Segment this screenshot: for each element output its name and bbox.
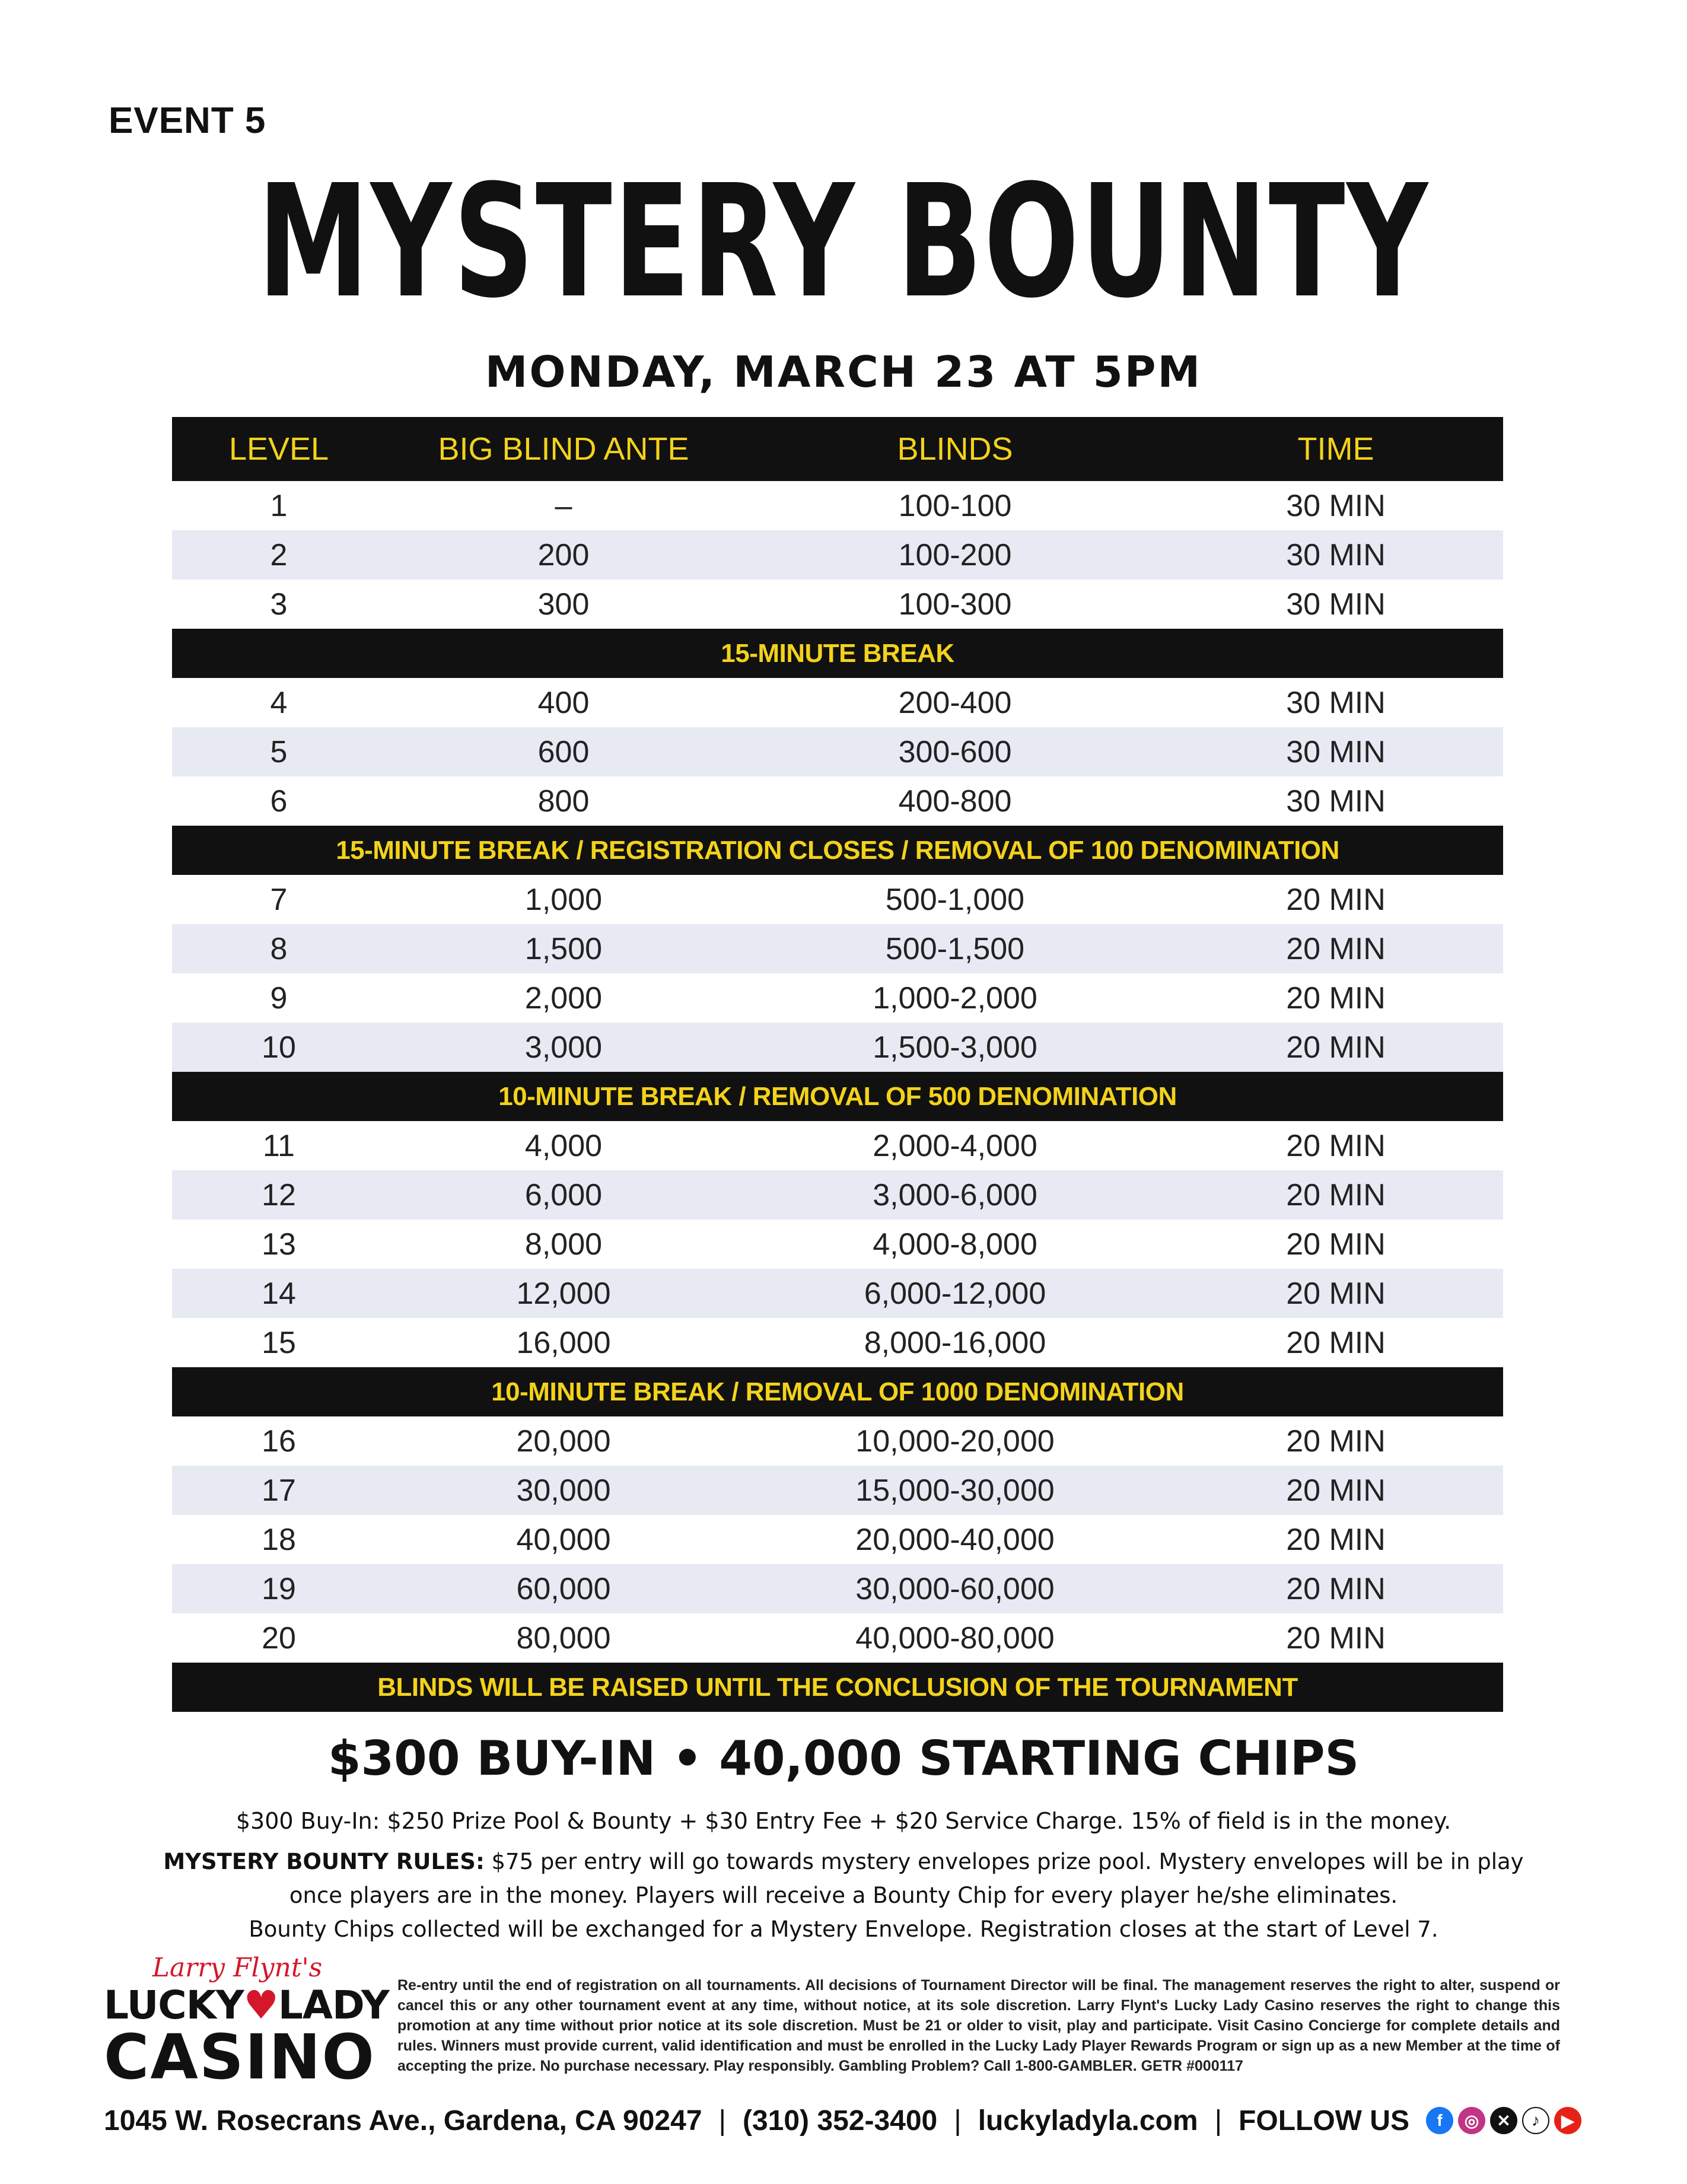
table-row	[172, 481, 1503, 530]
ante-cell: 4,000	[524, 1128, 603, 1163]
blinds-cell: 8,000-16,000	[864, 1325, 1046, 1360]
ante-cell: 12,000	[516, 1276, 611, 1311]
level-cell: 19	[262, 1571, 296, 1606]
disclaimer: Re-entry until the end of registration on all tournaments. All decisions of Tournament Director will be final. The management reserves the right to alter, suspend or cancel this or any other tournament event at any time, without notice, at its sole discretion. Larry Flynt's Lucky Lady Casino reserves the right to change this promotion at any time without prior notice at its sole discretion. Must be 21 or older to visit, play and participate. Visit Casino Concierge for complete details and rules. Winners must provide current, valid identification and must be enrolled in the Lucky Lady Player Rewards Program or sign up as a new Member at the time of accepting the prize. No purchase necessary. Play responsibly. Gambling Problem? Call 1-800-GAMBLER. GETR #000117	[397, 1977, 1560, 2074]
ante-cell: 30,000	[516, 1473, 611, 1508]
level-cell: 4	[270, 685, 288, 720]
footer-follow: FOLLOW US	[1239, 2105, 1409, 2137]
time-cell: 20 MIN	[1286, 1128, 1386, 1163]
rules-text-1: $75 per entry will go towards mystery envelopes prize pool. Mystery envelopes will be in play	[491, 1849, 1524, 1874]
level-cell: 20	[262, 1621, 296, 1655]
footer-phone[interactable]: (310) 352-3400	[742, 2105, 938, 2137]
time-cell: 20 MIN	[1286, 1571, 1386, 1606]
instagram-icon[interactable]: ◎	[1458, 2107, 1485, 2134]
time-cell: 20 MIN	[1286, 1325, 1386, 1360]
level-cell: 12	[262, 1177, 296, 1212]
ante-cell: 1,500	[524, 931, 603, 966]
level-cell: 13	[262, 1227, 296, 1262]
blind-structure-table	[172, 417, 1503, 1712]
time-cell: 30 MIN	[1286, 685, 1386, 720]
ante-cell: 1,000	[524, 882, 603, 917]
logo-lady: LADY	[278, 1982, 389, 2028]
blinds-cell: 20,000-40,000	[855, 1522, 1055, 1557]
blinds-cell: 400-800	[898, 784, 1012, 819]
page-title: MYSTERY BOUNTY	[257, 151, 1430, 332]
ante-cell: 20,000	[516, 1424, 611, 1459]
level-cell: 16	[262, 1424, 296, 1459]
level-cell: 7	[270, 882, 288, 917]
level-cell: 6	[270, 784, 288, 819]
table-row	[172, 1318, 1503, 1367]
table-row	[172, 727, 1503, 776]
footer	[104, 2100, 1581, 2141]
blinds-cell: 4,000-8,000	[873, 1227, 1037, 1262]
buyin-headline: $300 BUY-IN • 40,000 STARTING CHIPS	[327, 1731, 1360, 1786]
footer-website[interactable]: luckyladyla.com	[978, 2105, 1198, 2137]
time-cell: 20 MIN	[1286, 1424, 1386, 1459]
x-icon[interactable]: ✕	[1490, 2107, 1517, 2134]
blinds-cell: 500-1,000	[885, 882, 1025, 917]
blinds-cell: 2,000-4,000	[873, 1128, 1037, 1163]
level-cell: 3	[270, 587, 288, 622]
logo-lucky: LUCKY	[104, 1982, 244, 2028]
blinds-cell: 300-600	[898, 734, 1012, 769]
ante-cell: 40,000	[516, 1522, 611, 1557]
blinds-cell: 15,000-30,000	[855, 1473, 1055, 1508]
footer-separator: |	[954, 2105, 962, 2137]
tiktok-icon[interactable]: ♪	[1522, 2107, 1549, 2134]
table-row	[172, 1613, 1503, 1663]
ante-cell: 2,000	[524, 980, 603, 1015]
ante-cell: 3,000	[524, 1030, 603, 1065]
time-cell: 20 MIN	[1286, 1522, 1386, 1557]
time-cell: 30 MIN	[1286, 784, 1386, 819]
ante-cell: 400	[537, 685, 590, 720]
time-cell: 20 MIN	[1286, 980, 1386, 1015]
buyin-detail: $300 Buy-In: $250 Prize Pool & Bounty + $30 Entry Fee + $20 Service Charge. 15% of field is in the money.	[235, 1808, 1452, 1834]
facebook-icon[interactable]: f	[1426, 2107, 1453, 2134]
blinds-cell: 100-100	[898, 488, 1012, 523]
ante-cell: 16,000	[516, 1325, 611, 1360]
rules-line-2: once players are in the money. Players will receive a Bounty Chip for every player he/she eliminates.	[289, 1883, 1398, 1908]
table-row	[172, 1564, 1503, 1613]
table-row	[172, 973, 1503, 1023]
footer-address: 1045 W. Rosecrans Ave., Gardena, CA 90247	[104, 2105, 702, 2137]
blinds-cell: 40,000-80,000	[855, 1621, 1055, 1655]
level-cell: 2	[270, 537, 288, 572]
event-label: EVENT 5	[109, 100, 266, 141]
footer-separator: |	[718, 2105, 726, 2137]
table-row	[172, 1269, 1503, 1318]
ante-cell: 300	[537, 587, 590, 622]
level-cell: 14	[262, 1276, 296, 1311]
table-row	[172, 1416, 1503, 1466]
table-row	[172, 1220, 1503, 1269]
level-cell: 18	[262, 1522, 296, 1557]
time-cell: 20 MIN	[1286, 931, 1386, 966]
level-cell: 17	[262, 1473, 296, 1508]
table-row	[172, 875, 1503, 924]
break-row: 10-MINUTE BREAK / REMOVAL OF 1000 DENOMINATION	[172, 1367, 1503, 1416]
table-body	[172, 481, 1503, 1712]
rules-line-1	[148, 1845, 1539, 1879]
blinds-cell: 100-200	[898, 537, 1012, 572]
ante-cell: 200	[537, 537, 590, 572]
mystery-bounty-rules	[148, 1845, 1539, 1946]
time-cell: 20 MIN	[1286, 1473, 1386, 1508]
blinds-cell: 500-1,500	[885, 931, 1025, 966]
level-cell: 10	[262, 1030, 296, 1065]
table-row	[172, 1466, 1503, 1515]
column-header-level: LEVEL	[228, 431, 329, 467]
level-cell: 15	[262, 1325, 296, 1360]
level-cell: 11	[263, 1128, 295, 1163]
break-row: 15-MINUTE BREAK / REGISTRATION CLOSES / REMOVAL OF 100 DENOMINATION	[172, 826, 1503, 875]
blinds-cell: 30,000-60,000	[855, 1571, 1055, 1606]
table-row	[172, 678, 1503, 727]
youtube-icon[interactable]: ▶	[1554, 2107, 1581, 2134]
table-row	[172, 776, 1503, 826]
event-date: MONDAY, MARCH 23 AT 5PM	[485, 347, 1202, 397]
break-row: 15-MINUTE BREAK	[172, 629, 1503, 678]
column-header-time: TIME	[1297, 431, 1374, 467]
blinds-cell: 100-300	[898, 587, 1012, 622]
time-cell: 20 MIN	[1286, 1030, 1386, 1065]
blinds-cell: 6,000-12,000	[864, 1276, 1046, 1311]
rules-label: MYSTERY BOUNTY RULES:	[163, 1849, 485, 1874]
heart-icon: ♥	[243, 1982, 278, 2028]
ante-cell: 800	[537, 784, 590, 819]
time-cell: 30 MIN	[1286, 537, 1386, 572]
level-cell: 5	[270, 734, 288, 769]
ante-cell: 80,000	[516, 1621, 611, 1655]
blinds-cell: 1,500-3,000	[873, 1030, 1037, 1065]
time-cell: 20 MIN	[1286, 1227, 1386, 1262]
time-cell: 20 MIN	[1286, 1177, 1386, 1212]
level-cell: 9	[270, 980, 288, 1015]
blinds-cell: 200-400	[898, 685, 1012, 720]
ante-cell: 6,000	[524, 1177, 603, 1212]
table-row	[172, 1121, 1503, 1170]
level-cell: 8	[270, 931, 288, 966]
table-header	[172, 417, 1503, 481]
casino-logo	[104, 1951, 389, 2093]
logo-lucky-lady	[104, 1982, 389, 2028]
time-cell: 30 MIN	[1286, 587, 1386, 622]
level-cell: 1	[270, 488, 288, 523]
time-cell: 30 MIN	[1286, 488, 1386, 523]
footer-separator: |	[1214, 2105, 1223, 2137]
break-row: 10-MINUTE BREAK / REMOVAL OF 500 DENOMINATION	[172, 1072, 1503, 1121]
break-row: BLINDS WILL BE RAISED UNTIL THE CONCLUSION OF THE TOURNAMENT	[172, 1663, 1503, 1712]
time-cell: 30 MIN	[1286, 734, 1386, 769]
time-cell: 20 MIN	[1286, 1621, 1386, 1655]
column-header-blinds: BLINDS	[897, 431, 1013, 467]
ante-cell: 600	[537, 734, 590, 769]
blinds-cell: 3,000-6,000	[873, 1177, 1037, 1212]
ante-cell: 8,000	[524, 1227, 603, 1262]
table-row	[172, 1515, 1503, 1564]
table-row	[172, 580, 1503, 629]
time-cell: 20 MIN	[1286, 882, 1386, 917]
table-row	[172, 1023, 1503, 1072]
logo-casino: CASINO	[104, 2021, 375, 2093]
ante-cell: –	[555, 488, 572, 523]
blinds-cell: 1,000-2,000	[873, 980, 1037, 1015]
ante-cell: 60,000	[516, 1571, 611, 1606]
column-header-ante: BIG BLIND ANTE	[438, 431, 689, 467]
table-row	[172, 924, 1503, 973]
table-row	[172, 530, 1503, 580]
social-icons	[1421, 2107, 1581, 2134]
blinds-cell: 10,000-20,000	[855, 1424, 1055, 1459]
rules-line-3: Bounty Chips collected will be exchanged for a Mystery Envelope. Registration closes at the start of Level 7.	[249, 1916, 1438, 1942]
table-row	[172, 1170, 1503, 1220]
logo-script: Larry Flynt's	[152, 1953, 323, 1983]
time-cell: 20 MIN	[1286, 1276, 1386, 1311]
